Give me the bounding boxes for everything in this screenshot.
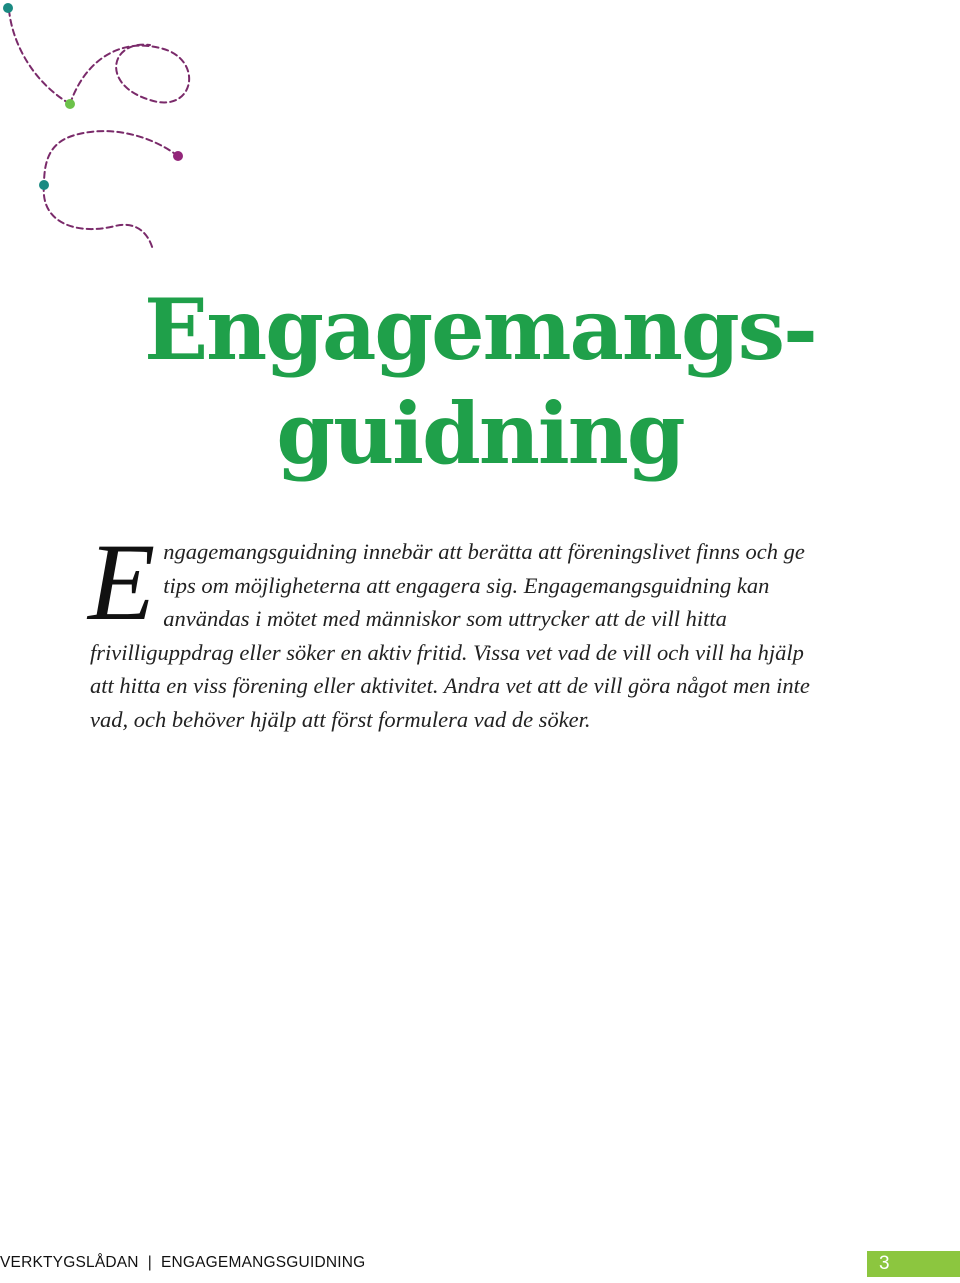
- teal-dot-top: [3, 3, 13, 13]
- page-number: 3: [879, 1253, 890, 1274]
- dashed-line-3: [44, 131, 178, 185]
- footer-chapter: ENGAGEMANGSGUIDNING: [160, 1254, 366, 1271]
- dashed-line-1: [9, 10, 70, 104]
- dashed-line-2: [70, 45, 189, 104]
- page-title-line-1: Engagemangs-: [144, 280, 816, 379]
- page-footer: [0, 1254, 365, 1276]
- page-number-box: [867, 1251, 960, 1277]
- intro-text: ngagemangsguidning innebär att berätta att föreningslivet finns och ge tips om möjligheterna att engagera sig. Engagemangsguidning kan användas i mötet med människor som uttrycker att de vill hitta frivilliguppdrag eller söker en aktiv fritid. Vissa vet vad de vill och vill ha hjälp att hitta en viss förening eller aktivitet. Andra vet att de vill göra något men inte vad, och behöver hjälp att först formulera vad de söker.: [90, 539, 810, 732]
- teal-dot-middle: [39, 180, 49, 190]
- green-dot: [65, 99, 75, 109]
- dashed-line-4: [44, 185, 153, 250]
- purple-dot: [173, 151, 183, 161]
- drop-cap: E: [88, 521, 156, 643]
- dashed-path-decoration: [0, 0, 260, 260]
- footer-separator: |: [147, 1254, 152, 1271]
- page-title-line-2: guidning: [276, 384, 684, 483]
- intro-paragraph: [88, 521, 810, 736]
- footer-section: VERKTYGSLÅDAN: [0, 1254, 139, 1271]
